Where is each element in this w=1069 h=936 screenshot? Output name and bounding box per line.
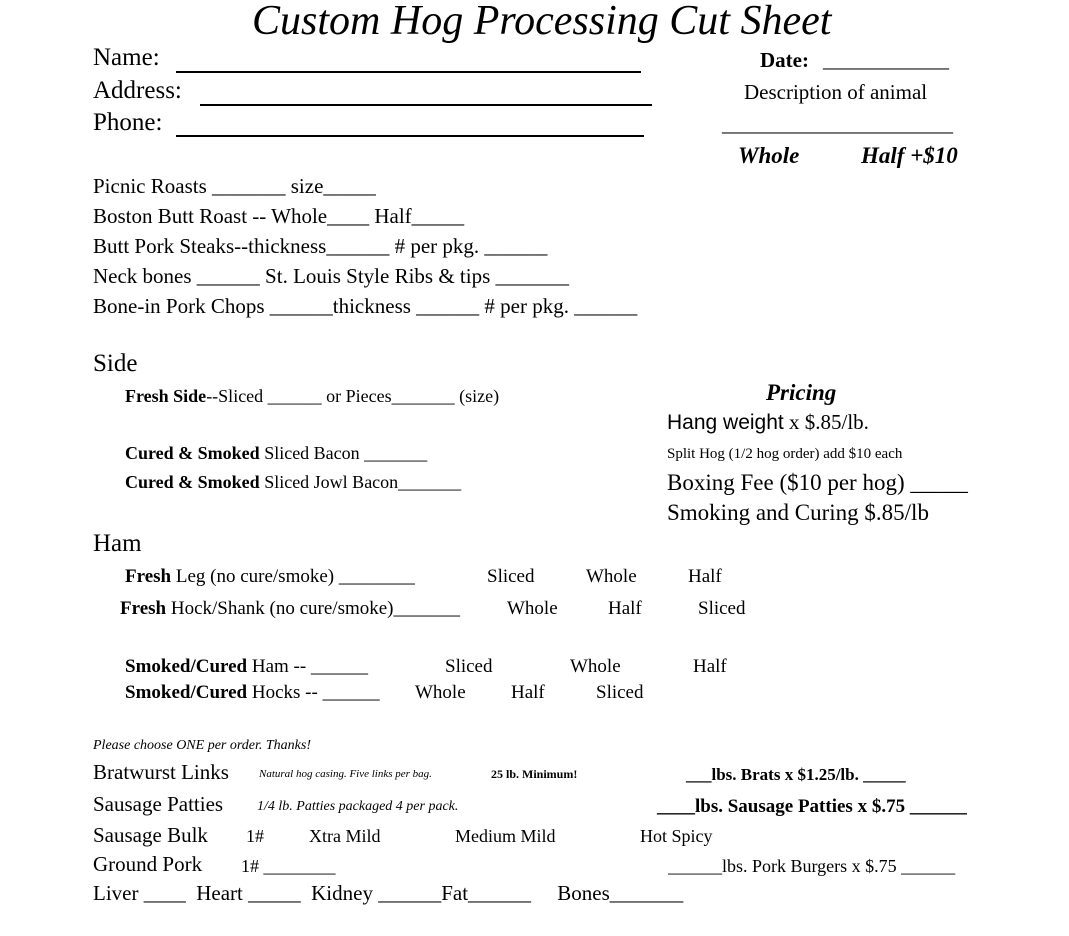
pork-burgers-price-line: ______lbs. Pork Burgers x $.75 ______	[668, 856, 956, 876]
description-field[interactable]: ______________________	[722, 112, 953, 136]
half-option[interactable]: Half +$10	[861, 143, 958, 168]
boxing-fee-line: Boxing Fee ($10 per hog) _____	[667, 470, 968, 495]
xtra-mild-option[interactable]: Xtra Mild	[309, 826, 381, 846]
hock-whole-option[interactable]: Whole	[507, 598, 558, 619]
hocks-sliced-option[interactable]: Sliced	[596, 682, 644, 703]
hock-half-option[interactable]: Half	[608, 598, 642, 619]
name-field[interactable]	[176, 71, 641, 73]
leg-half-option[interactable]: Half	[688, 566, 722, 587]
jowl-bacon-line: Cured & Smoked Sliced Jowl Bacon_______	[125, 472, 462, 492]
sausage-bulk-label: Sausage Bulk	[93, 823, 208, 847]
bratwurst-minimum: 25 lb. Minimum!	[491, 767, 578, 781]
choose-one-note: Please choose ONE per order. Thanks!	[93, 738, 312, 753]
sausage-bulk-size: 1#	[246, 826, 264, 846]
picnic-roasts-line: Picnic Roasts _______ size_____	[93, 174, 376, 198]
smoked-half-option[interactable]: Half	[693, 656, 727, 677]
fat-item: Fat______	[441, 881, 532, 905]
sliced-bacon-line: Cured & Smoked Sliced Bacon _______	[125, 443, 428, 463]
ham-heading: Ham	[93, 530, 142, 557]
hang-weight-line: Hang weight x $.85/lb.	[667, 410, 869, 434]
smoked-hocks-line: Smoked/Cured Hocks -- ______	[125, 682, 380, 703]
split-hog-line: Split Hog (1/2 hog order) add $10 each	[667, 446, 903, 462]
sausage-patties-note: 1/4 lb. Patties packaged 4 per pack.	[257, 799, 459, 814]
liver-item: Liver ____	[93, 881, 186, 905]
description-label: Description of animal	[744, 80, 928, 104]
name-label: Name:	[93, 44, 160, 71]
smoking-curing-line: Smoking and Curing $.85/lb	[667, 500, 929, 525]
phone-label: Phone:	[93, 109, 163, 136]
bones-item: Bones_______	[557, 881, 684, 905]
pricing-heading: Pricing	[766, 380, 837, 405]
brats-price-line: ___lbs. Brats x $1.25/lb. _____	[686, 765, 906, 784]
pork-chops-line: Bone-in Pork Chops ______thickness ______ # per pkg. ______	[93, 294, 638, 318]
sausage-patties-label: Sausage Patties	[93, 792, 224, 816]
side-heading: Side	[93, 350, 138, 377]
fresh-side-line: Fresh Side--Sliced ______ or Pieces_______ (size)	[125, 386, 500, 406]
neck-ribs-line: Neck bones ______ St. Louis Style Ribs & tips _______	[93, 264, 570, 288]
smoked-ham-line: Smoked/Cured Ham -- ______	[125, 656, 368, 677]
hocks-half-option[interactable]: Half	[511, 682, 545, 703]
smoked-whole-option[interactable]: Whole	[570, 656, 621, 677]
address-label: Address:	[93, 77, 182, 104]
heart-item: Heart _____	[196, 881, 301, 905]
address-field[interactable]	[200, 104, 652, 106]
organs-line	[93, 883, 683, 904]
kidney-item: Kidney ______	[311, 881, 442, 905]
butt-steaks-line: Butt Pork Steaks--thickness______ # per pkg. ______	[93, 234, 548, 258]
medium-mild-option[interactable]: Medium Mild	[455, 826, 556, 846]
leg-sliced-option[interactable]: Sliced	[487, 566, 535, 587]
bratwurst-note: Natural hog casing. Five links per bag.	[259, 768, 432, 780]
ground-pork-label: Ground Pork	[93, 852, 203, 876]
phone-field[interactable]	[176, 135, 644, 137]
page-title: Custom Hog Processing Cut Sheet	[252, 0, 832, 44]
bratwurst-label: Bratwurst Links	[93, 760, 229, 784]
fresh-leg-line: Fresh Leg (no cure/smoke) ________	[125, 566, 415, 587]
hock-sliced-option[interactable]: Sliced	[698, 598, 746, 619]
whole-option[interactable]: Whole	[738, 143, 800, 168]
ground-pork-size: 1# ________	[241, 856, 336, 876]
hot-spicy-option[interactable]: Hot Spicy	[640, 826, 713, 846]
boston-butt-line: Boston Butt Roast -- Whole____ Half_____	[93, 204, 465, 228]
patties-price-line: ____lbs. Sausage Patties x $.75 ______	[657, 796, 967, 817]
date-field[interactable]: ____________	[823, 48, 949, 72]
date-label: Date:	[760, 48, 809, 72]
smoked-sliced-option[interactable]: Sliced	[445, 656, 493, 677]
hocks-whole-option[interactable]: Whole	[415, 682, 466, 703]
fresh-hock-line: Fresh Hock/Shank (no cure/smoke)_______	[120, 598, 461, 619]
leg-whole-option[interactable]: Whole	[586, 566, 637, 587]
